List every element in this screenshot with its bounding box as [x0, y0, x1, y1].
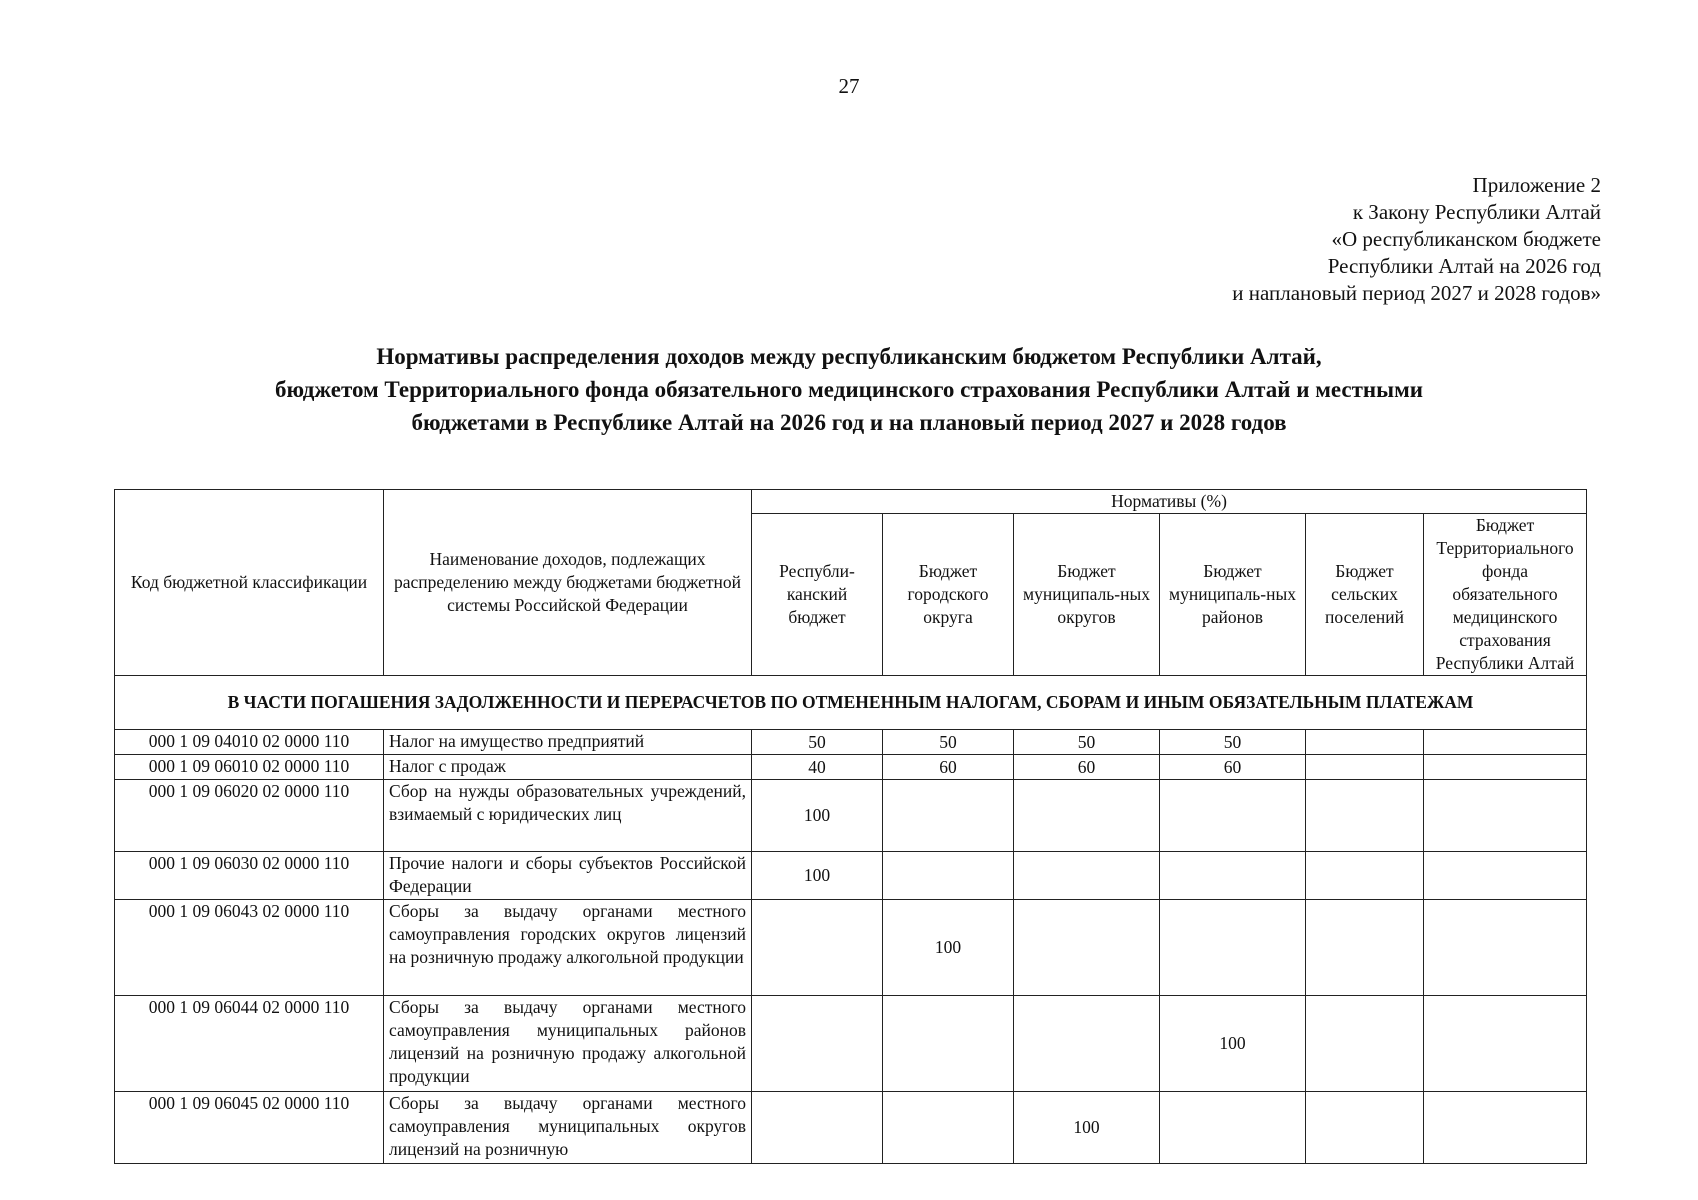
title-line: Нормативы распределения доходов между республиканским бюджетом Республики Алтай,	[376, 344, 1322, 369]
header-col-republic: Республи-канский бюджет	[752, 514, 883, 676]
row-value	[752, 996, 883, 1092]
row-code: 000 1 09 04010 02 0000 110	[115, 730, 384, 755]
row-value	[1160, 852, 1306, 900]
appendix-line: Республики Алтай на 2026 год	[1327, 254, 1601, 278]
table-row	[115, 996, 1587, 1092]
row-value	[1306, 1092, 1424, 1164]
row-code: 000 1 09 06043 02 0000 110	[115, 900, 384, 996]
row-name: Сборы за выдачу органами местного самоуправления городских округов лицензий на розничную продажу алкогольной продукции	[384, 900, 752, 996]
row-value	[752, 1092, 883, 1164]
row-value	[1306, 852, 1424, 900]
table-row	[115, 1092, 1587, 1164]
row-value	[1160, 1092, 1306, 1164]
row-value: 100	[1160, 996, 1306, 1092]
row-value	[1424, 996, 1587, 1092]
row-code: 000 1 09 06020 02 0000 110	[115, 780, 384, 852]
row-value: 100	[752, 852, 883, 900]
row-value	[1424, 852, 1587, 900]
row-value	[1424, 730, 1587, 755]
row-code: 000 1 09 06010 02 0000 110	[115, 755, 384, 780]
row-value	[1424, 780, 1587, 852]
row-value	[752, 900, 883, 996]
row-value	[1424, 1092, 1587, 1164]
row-value	[1160, 780, 1306, 852]
row-value	[883, 780, 1014, 852]
row-value	[1306, 900, 1424, 996]
row-name: Налог на имущество предприятий	[384, 730, 752, 755]
row-value: 60	[883, 755, 1014, 780]
header-col-city-district: Бюджет городского округа	[883, 514, 1014, 676]
document-title	[0, 340, 1698, 439]
row-value: 60	[1160, 755, 1306, 780]
row-code: 000 1 09 06030 02 0000 110	[115, 852, 384, 900]
row-name: Сбор на нужды образовательных учреждений, взимаемый с юридических лиц	[384, 780, 752, 852]
row-value	[1014, 852, 1160, 900]
row-value: 100	[1014, 1092, 1160, 1164]
table-row	[115, 755, 1587, 780]
row-value	[883, 996, 1014, 1092]
row-code: 000 1 09 06044 02 0000 110	[115, 996, 384, 1092]
table-row	[115, 900, 1587, 996]
row-value: 100	[883, 900, 1014, 996]
header-norms-group: Нормативы (%)	[752, 490, 1587, 514]
header-col-rural-settlements: Бюджет сельских поселений	[1306, 514, 1424, 676]
page-number: 27	[838, 74, 860, 98]
row-value	[1014, 780, 1160, 852]
appendix-line: и наплановый период 2027 и 2028 годов»	[1232, 281, 1601, 305]
row-code: 000 1 09 06045 02 0000 110	[115, 1092, 384, 1164]
row-name: Налог с продаж	[384, 755, 752, 780]
title-line: бюджетом Территориального фонда обязательного медицинского страхования Республики Алтай и местными	[274, 377, 1423, 402]
table-row	[115, 780, 1587, 852]
row-value	[1160, 900, 1306, 996]
row-value	[883, 852, 1014, 900]
table-row	[115, 730, 1587, 755]
row-value: 50	[883, 730, 1014, 755]
row-value: 60	[1014, 755, 1160, 780]
row-value: 50	[752, 730, 883, 755]
row-value: 50	[1160, 730, 1306, 755]
row-value	[1014, 900, 1160, 996]
title-line: бюджетами в Республике Алтай на 2026 год и на плановый период 2027 и 2028 годов	[411, 410, 1287, 435]
row-value: 50	[1014, 730, 1160, 755]
appendix-line: к Закону Республики Алтай	[1352, 200, 1601, 224]
row-value	[1424, 755, 1587, 780]
row-value	[1424, 900, 1587, 996]
section-title: В ЧАСТИ ПОГАШЕНИЯ ЗАДОЛЖЕННОСТИ И ПЕРЕРАСЧЕТОВ ПО ОТМЕНЕННЫМ НАЛОГАМ, СБОРАМ И ИНЫМ ОБЯЗАТЕЛЬНЫМ ПЛАТЕЖАМ	[115, 676, 1587, 730]
row-value: 40	[752, 755, 883, 780]
header-name: Наименование доходов, подлежащих распределению между бюджетами бюджетной системы Российской Федерации	[384, 490, 752, 676]
table-row	[115, 852, 1587, 900]
row-name: Прочие налоги и сборы субъектов Российской Федерации	[384, 852, 752, 900]
row-name: Сборы за выдачу органами местного самоуправления муниципальных районов лицензий на розничную продажу алкогольной продукции	[384, 996, 752, 1092]
row-value	[1014, 996, 1160, 1092]
row-value	[1306, 755, 1424, 780]
row-value	[883, 1092, 1014, 1164]
row-value	[1306, 730, 1424, 755]
norms-table	[114, 489, 1587, 1164]
appendix-line: Приложение 2	[1472, 173, 1601, 197]
row-value: 100	[752, 780, 883, 852]
header-code: Код бюджетной классификации	[115, 490, 384, 676]
header-col-municipal-districts: Бюджет муниципаль-ных округов	[1014, 514, 1160, 676]
row-value	[1306, 780, 1424, 852]
appendix-line: «О республиканском бюджете	[1331, 227, 1601, 251]
row-name: Сборы за выдачу органами местного самоуправления муниципальных округов лицензий на розничную	[384, 1092, 752, 1164]
row-value	[1306, 996, 1424, 1092]
header-col-health-fund: Бюджет Территориального фонда обязательного медицинского страхования Республики Алтай	[1424, 514, 1587, 676]
header-col-municipal-regions: Бюджет муниципаль-ных районов	[1160, 514, 1306, 676]
appendix-header	[1232, 172, 1601, 307]
